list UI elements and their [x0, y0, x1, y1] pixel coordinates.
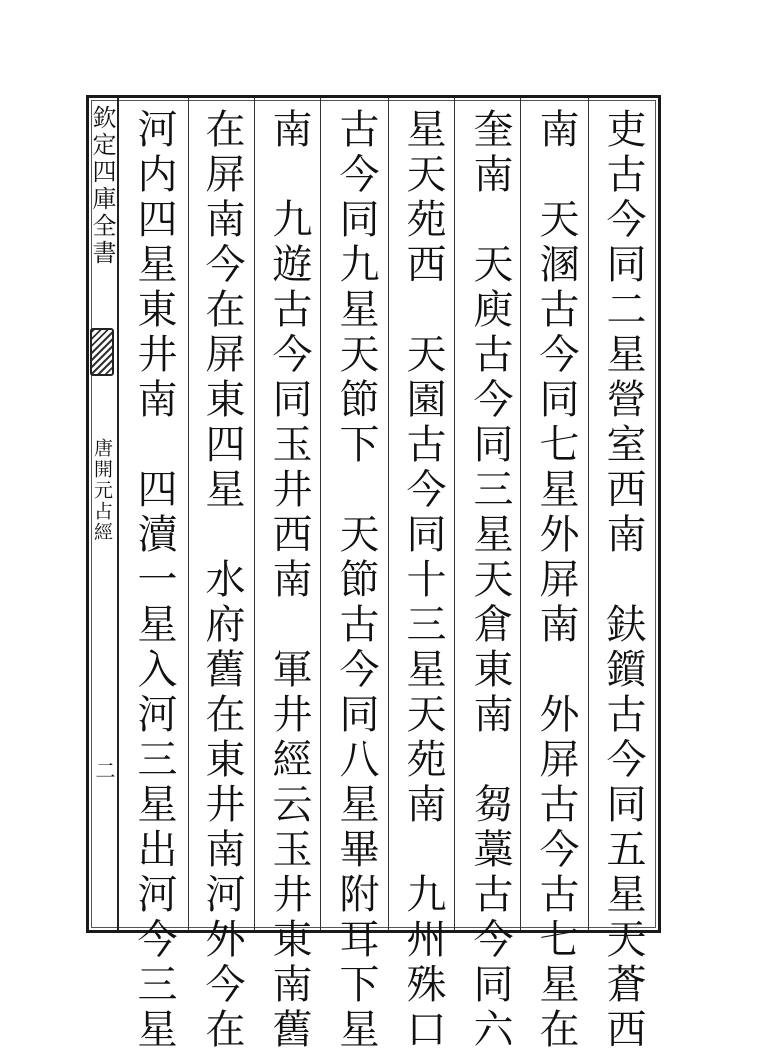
column-rule — [188, 98, 189, 930]
column-rule — [254, 98, 255, 930]
text-column-5: 古今同九星天節下 天節古今同八星畢附耳下星 — [333, 108, 379, 1053]
column-rule — [320, 98, 321, 930]
column-rule — [454, 98, 455, 930]
text-column-3: 奎南 天庾古今同三星天倉東南 芻藁古今同六 — [467, 108, 513, 1053]
fish-tail-mark-icon — [90, 328, 114, 376]
text-column-1: 吏古今同二星營室西南 鈇鑕古今同五星天蒼西 — [600, 108, 646, 1053]
column-rule — [388, 98, 389, 930]
column-rule — [588, 98, 589, 930]
text-column-4: 星天苑西 天園古今同十三星天苑南 九州殊口 — [400, 108, 446, 1053]
margin-rule — [117, 98, 119, 930]
text-column-6: 南 九遊古今同玉井西南 軍井經云玉井東南舊 — [266, 108, 312, 1053]
margin-title: 欽定四庫全書 — [88, 105, 116, 267]
margin-page-number: 二 — [92, 760, 116, 780]
text-column-2: 南 天溷古今同七星外屏南 外屏古今古七星在 — [533, 108, 579, 1053]
text-column-8: 河内四星東井南 四瀆一星入河三星出河今三星 — [131, 108, 177, 1053]
text-column-7: 在屏南今在屏東四星 水府舊在東井南河外今在 — [199, 108, 245, 1053]
margin-book-title: 唐開元占經 — [91, 438, 113, 543]
column-rule — [520, 98, 521, 930]
